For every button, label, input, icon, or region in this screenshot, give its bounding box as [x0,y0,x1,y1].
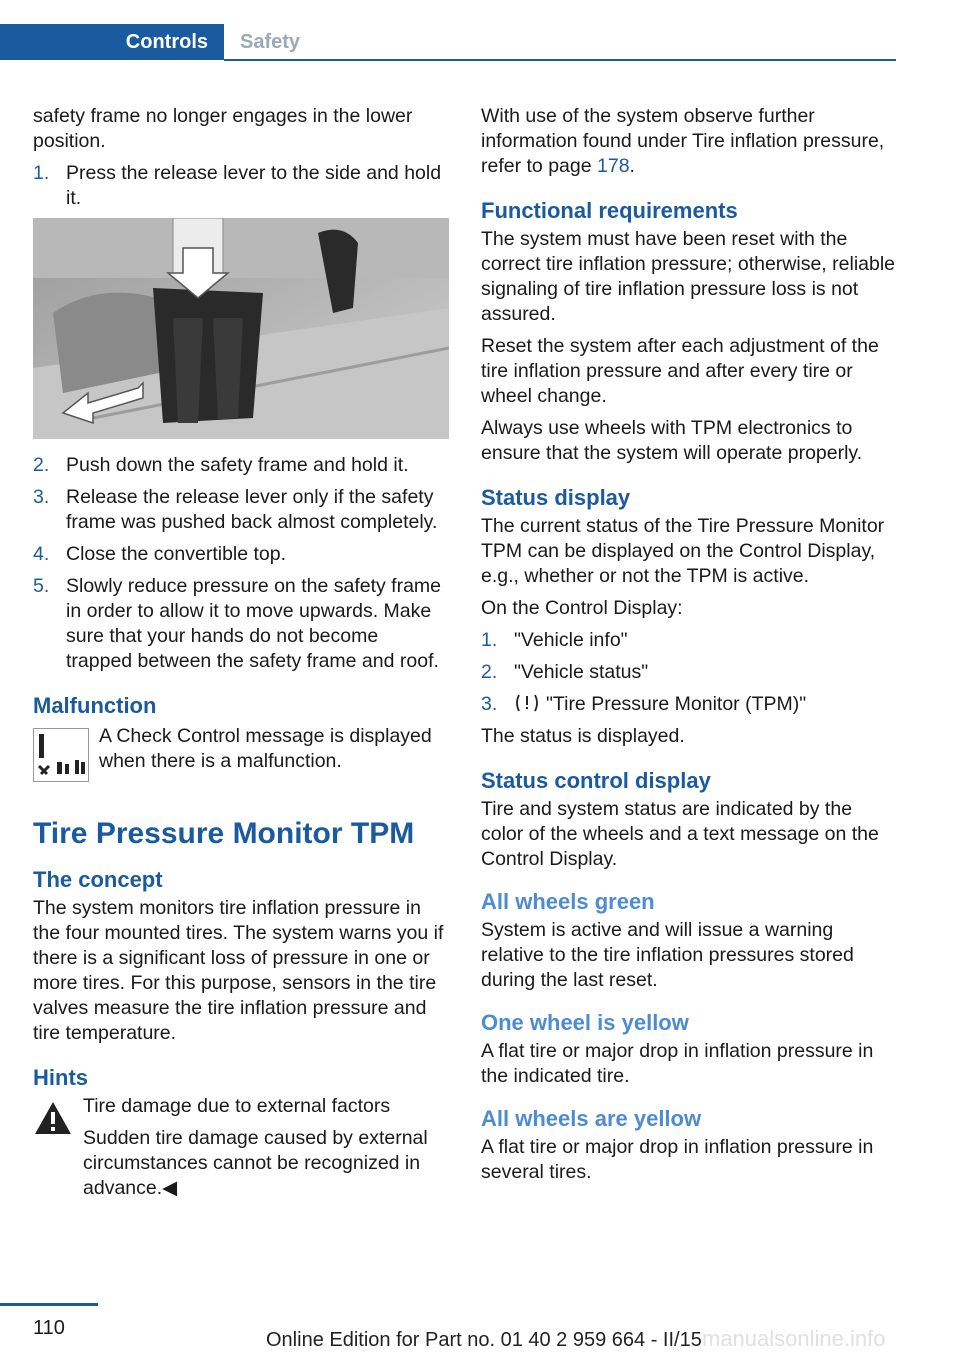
list-item: 3. Release the release lever only if the safety frame was pushed back almost completely. [33,486,438,533]
all-green-heading: All wheels green [481,889,655,914]
malfunction-text: A Check Control message is displayed when there is a malfunction. [99,725,432,772]
list-item: 4. Close the convertible top. [33,543,287,565]
warning-triangle-icon [33,1100,73,1136]
tab-controls[interactable]: Controls [0,24,224,60]
paragraph: A flat tire or major drop in inflation pressure in the indicated tire. [481,1040,874,1087]
tpm-icon [514,693,540,713]
page-link[interactable]: 178 [597,155,630,177]
concept-heading: The concept [33,867,163,892]
paragraph: Always use wheels with TPM electronics to ensure that the system will operate properly. [481,417,863,464]
paragraph: A flat tire or major drop in inflation pressure in several tires. [481,1136,874,1183]
intro-text: With use of the system observe further information found under Tire inflation pressure, refer to page 178. [481,105,885,177]
paragraph: The status is displayed. [481,725,685,747]
concept-text: The system monitors tire inflation pressure in the four mounted tires. The system warns you if there is a significant loss of pressure in one or more tires. For this purpose, sensors in the tire valves measure the tire inflation pressure and tire temperature. [33,897,444,1044]
status-control-heading: Status control display [481,768,711,793]
convertible-safety-frame-photo [33,218,449,439]
warning-text: Sudden tire damage caused by external circumstances cannot be recognized in advance.◀ [83,1127,428,1199]
warning-note [33,1094,449,1201]
list-item: 2. Push down the safety frame and hold it. [33,454,409,476]
list-item: 1. Press the release lever to the side and hold it. [33,162,442,209]
one-yellow-heading: One wheel is yellow [481,1010,689,1035]
list-item: 2. "Vehicle status" [481,661,649,683]
list-item: 3. "Tire Pressure Monitor (TPM)" [481,693,807,715]
tab-safety[interactable]: Safety [240,31,301,53]
malfunction-heading: Malfunction [33,693,157,718]
steps-list-a [33,161,449,211]
steps-list-b [33,453,449,674]
tire-pressure-warning-icon [33,728,89,782]
section-tabs [0,24,896,62]
list-item: 5. Slowly reduce pressure on the safety frame in order to allow it to move upwards. Make sure that your hands do not become trapped between the safety frame and roof. [33,575,442,672]
status-steps-list [481,628,895,717]
status-display-heading: Status display [481,485,631,510]
paragraph: The current status of the Tire Pressure Monitor TPM can be displayed on the Control Display, e.g., whether or not the TPM is active. [481,515,885,587]
footer-rule [0,1303,98,1306]
edition-note: Online Edition for Part no. 01 40 2 959 664 - II/15 [266,1329,702,1351]
watermark: manualsonline.info [702,1326,886,1351]
header-rule [224,59,896,61]
page-number: 110 [33,1317,65,1339]
left-column [33,104,449,1201]
paragraph: The system must have been reset with the correct tire inflation pressure; otherwise, reliable signaling of tire inflation pressure loss is not assured. [481,228,896,325]
functional-requirements-heading: Functional requirements [481,198,738,223]
right-column [481,104,895,1192]
paragraph: System is active and will issue a warning relative to the tire inflation pressures stored during the last reset. [481,919,854,991]
malfunction-note [33,724,449,778]
hints-heading: Hints [33,1065,88,1090]
paragraph: Reset the system after each adjustment of the tire inflation pressure and after every tire or wheel change. [481,335,879,407]
paragraph: Tire and system status are indicated by the color of the wheels and a text message on the Control Display. [481,798,879,870]
page-title: Tire Pressure Monitor TPM [33,817,415,850]
warning-title: Tire damage due to external factors [83,1095,391,1117]
list-item: 1. "Vehicle info" [481,629,628,651]
paragraph: On the Control Display: [481,597,683,619]
intro-text: safety frame no longer engages in the lower position. [33,105,413,152]
all-yellow-heading: All wheels are yellow [481,1106,702,1131]
